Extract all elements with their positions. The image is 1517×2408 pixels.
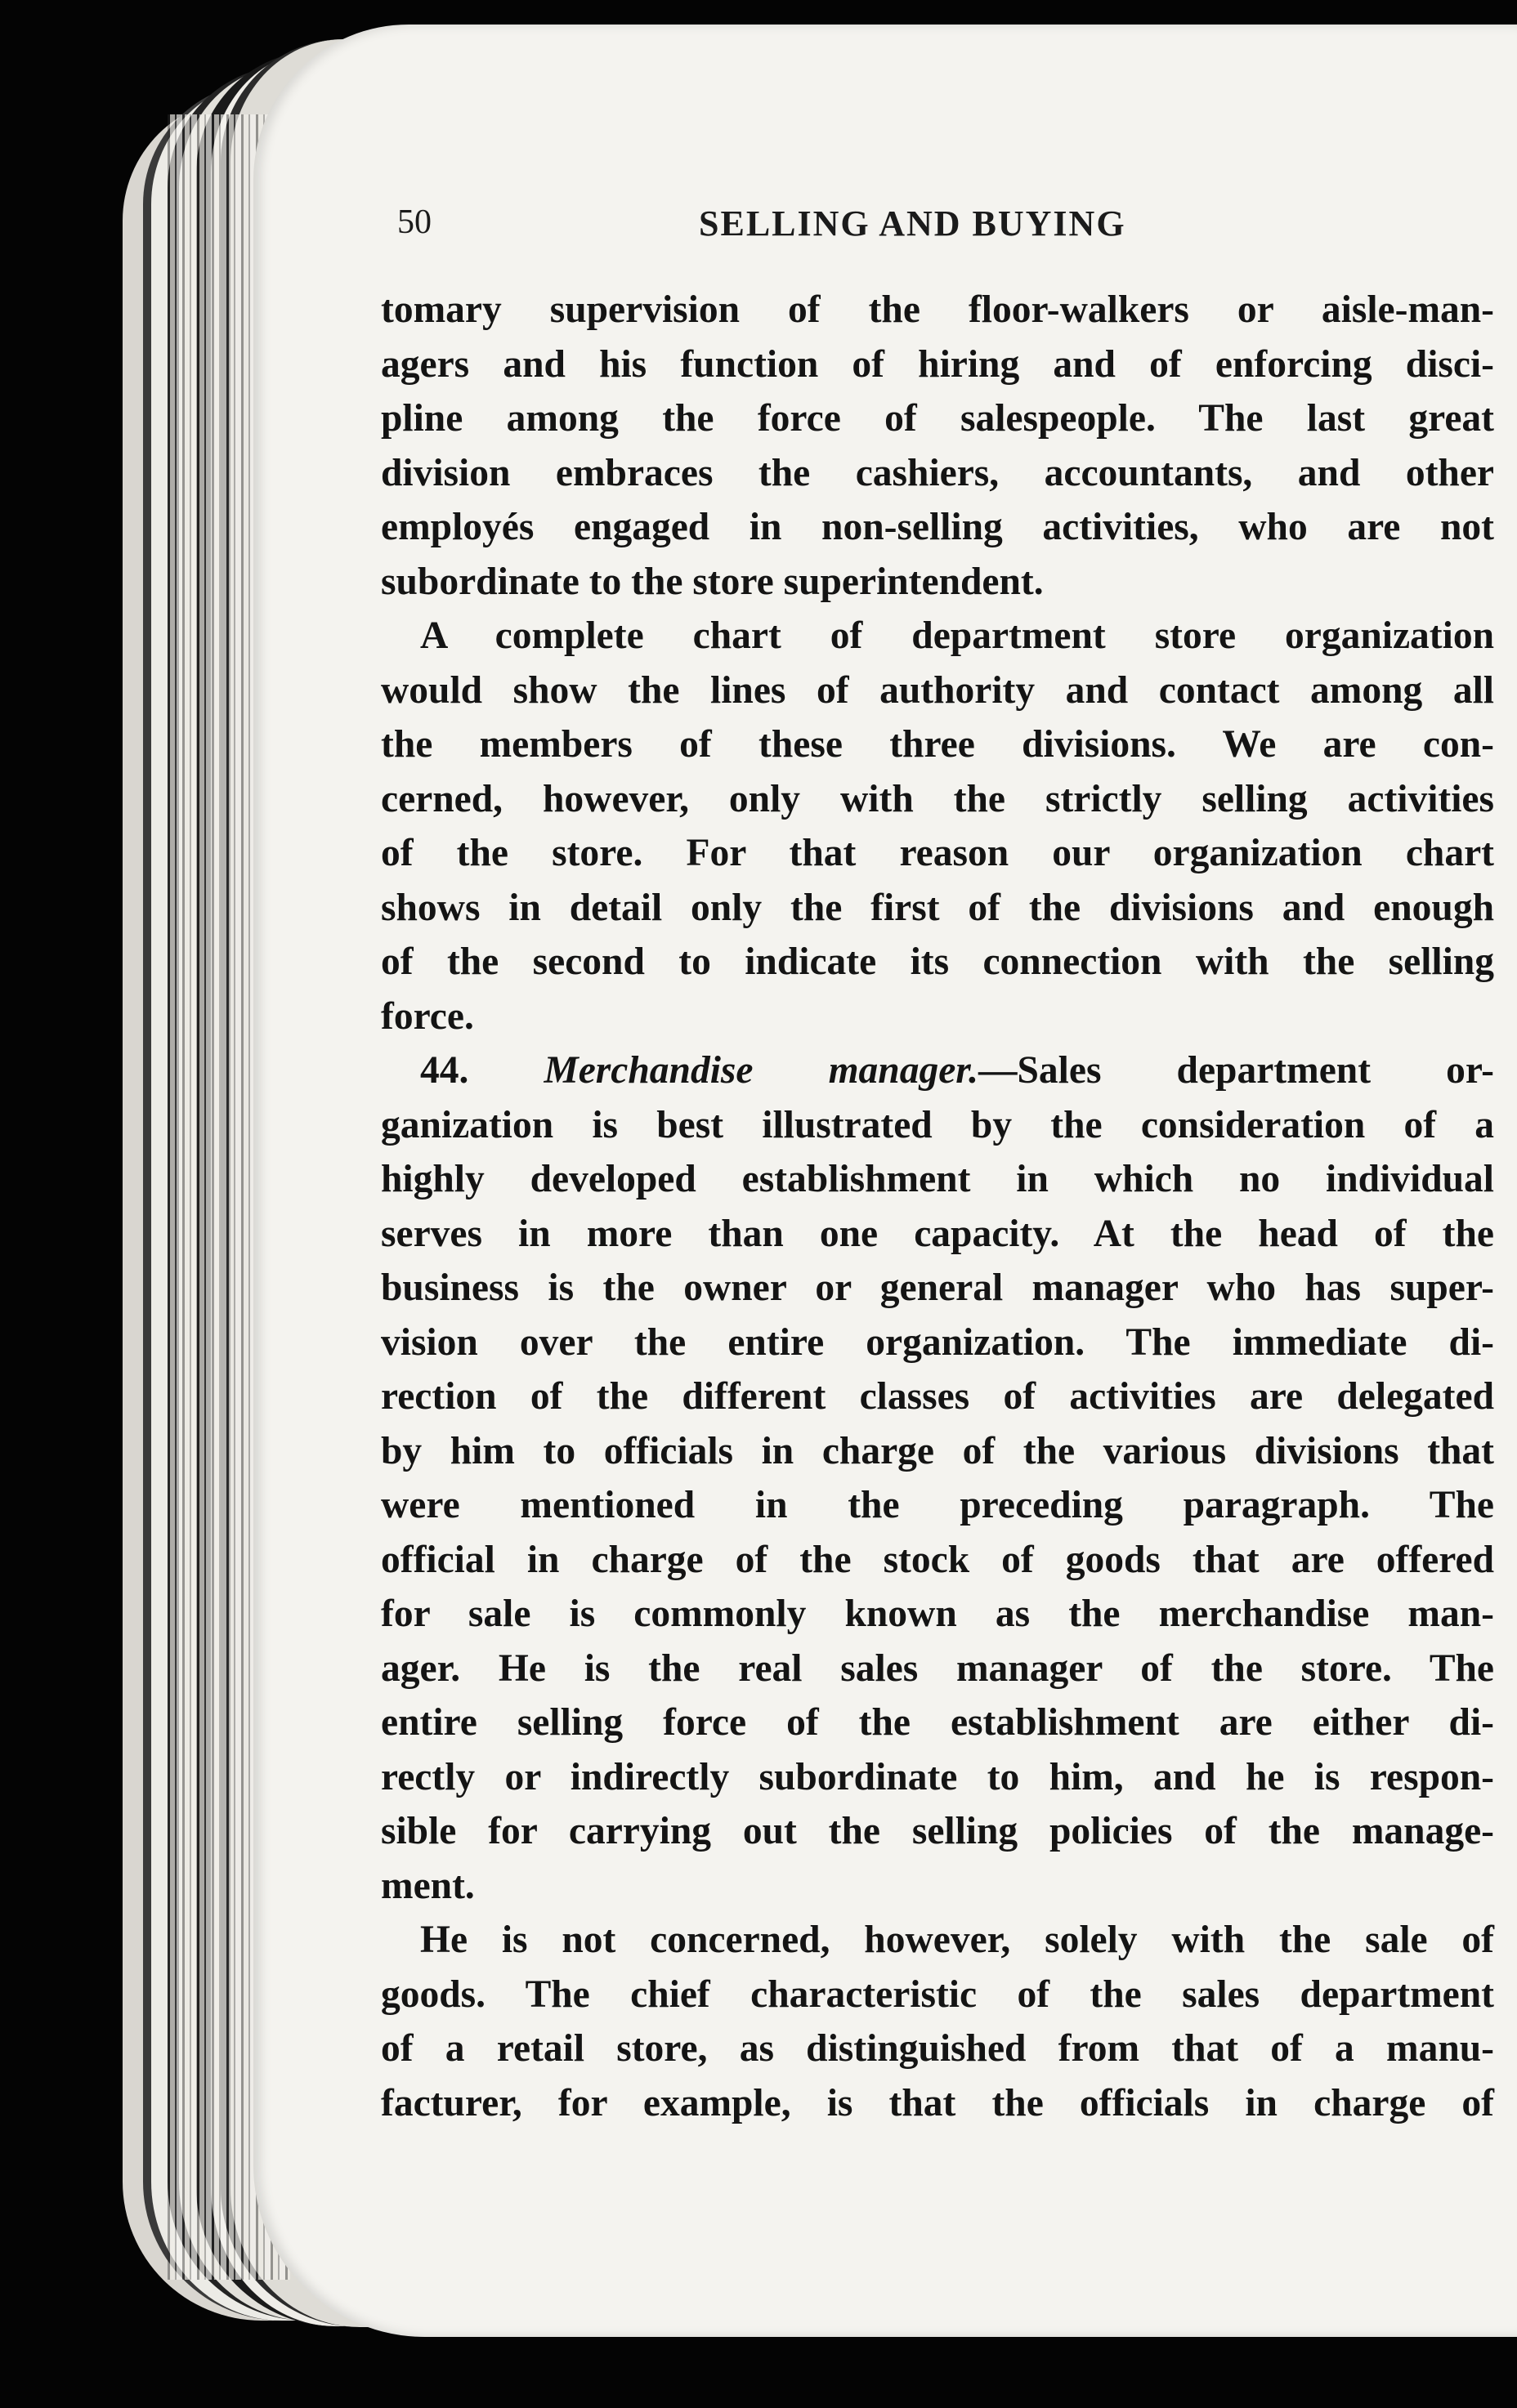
- text-line: of the second to indicate its connection with the selling: [381, 940, 1494, 983]
- paragraph-3: [381, 1043, 1494, 1913]
- paragraph-1: [381, 283, 1494, 609]
- text-line: rectly or indirectly subordinate to him, and he is respon-: [381, 1755, 1494, 1798]
- text-line: He is not concerned, however, solely with the sale of: [420, 1919, 1494, 1961]
- paragraph-2: [381, 609, 1494, 1043]
- text-line: highly developed establishment in which no individual: [381, 1158, 1494, 1200]
- text-line: force.: [381, 994, 474, 1038]
- text-line: for sale is commonly known as the merchandise man-: [381, 1593, 1494, 1635]
- text-line: agers and his function of hiring and of enforcing disci-: [381, 342, 1494, 386]
- text-line: vision over the entire organization. The immediate di-: [381, 1320, 1494, 1364]
- section-title: Merchandise manager.: [544, 1049, 979, 1092]
- section-heading-line: [381, 1043, 1494, 1098]
- running-head: SELLING AND BUYING: [699, 203, 1126, 243]
- text-line: would show the lines of authority and contact among all: [381, 668, 1494, 712]
- text-line: facturer, for example, is that the officials in charge of: [381, 2081, 1494, 2124]
- text-line: business is the owner or general manager who has super-: [381, 1267, 1494, 1309]
- text-line: entire selling force of the establishment are either di-: [381, 1701, 1494, 1744]
- text-line: official in charge of the stock of goods that are offered: [381, 1538, 1494, 1581]
- text-line: were mentioned in the preceding paragraph. The: [381, 1484, 1494, 1526]
- text-line: employés engaged in non-selling activities, who are not: [381, 506, 1494, 548]
- text-line: ganization is best illustrated by the consideration of a: [381, 1103, 1494, 1146]
- text-line: by him to officials in charge of the various divisions that: [381, 1429, 1494, 1472]
- text-line: shows in detail only the first of the divisions and enough: [381, 886, 1494, 929]
- text-line: tomary supervision of the floor-walkers or aisle-man-: [381, 288, 1494, 331]
- page-number: 50: [397, 203, 432, 241]
- text-fragment: —Sales department or-: [978, 1049, 1495, 1092]
- text-line: of the store. For that reason our organization chart: [381, 832, 1494, 874]
- text-line: subordinate to the store superintendent.: [381, 560, 1044, 603]
- text-line: ment.: [381, 1864, 475, 1907]
- text-line: the members of these three divisions. We are con-: [381, 723, 1494, 766]
- text-line: division embraces the cashiers, accountants, and other: [381, 451, 1494, 494]
- text-line: goods. The chief characteristic of the sales department: [381, 1972, 1494, 2016]
- text-line: of a retail store, as distinguished from that of a manu-: [381, 2027, 1494, 2070]
- text-line: sible for carrying out the selling policies of the manage-: [381, 1810, 1494, 1852]
- text-line: pline among the force of salespeople. The last great: [381, 397, 1494, 440]
- text-line: cerned, however, only with the strictly selling activities: [381, 777, 1494, 820]
- section-number: 44.: [420, 1049, 469, 1092]
- text-line: rection of the different classes of activities are delegated: [381, 1375, 1494, 1418]
- text-line: serves in more than one capacity. At the head of the: [381, 1212, 1494, 1255]
- text-line: A complete chart of department store organization: [420, 614, 1494, 657]
- paragraph-4: [381, 1913, 1494, 2130]
- text-line: ager. He is the real sales manager of the store. The: [381, 1646, 1494, 1690]
- page-header: [0, 203, 1517, 260]
- body-text: [381, 283, 1494, 2130]
